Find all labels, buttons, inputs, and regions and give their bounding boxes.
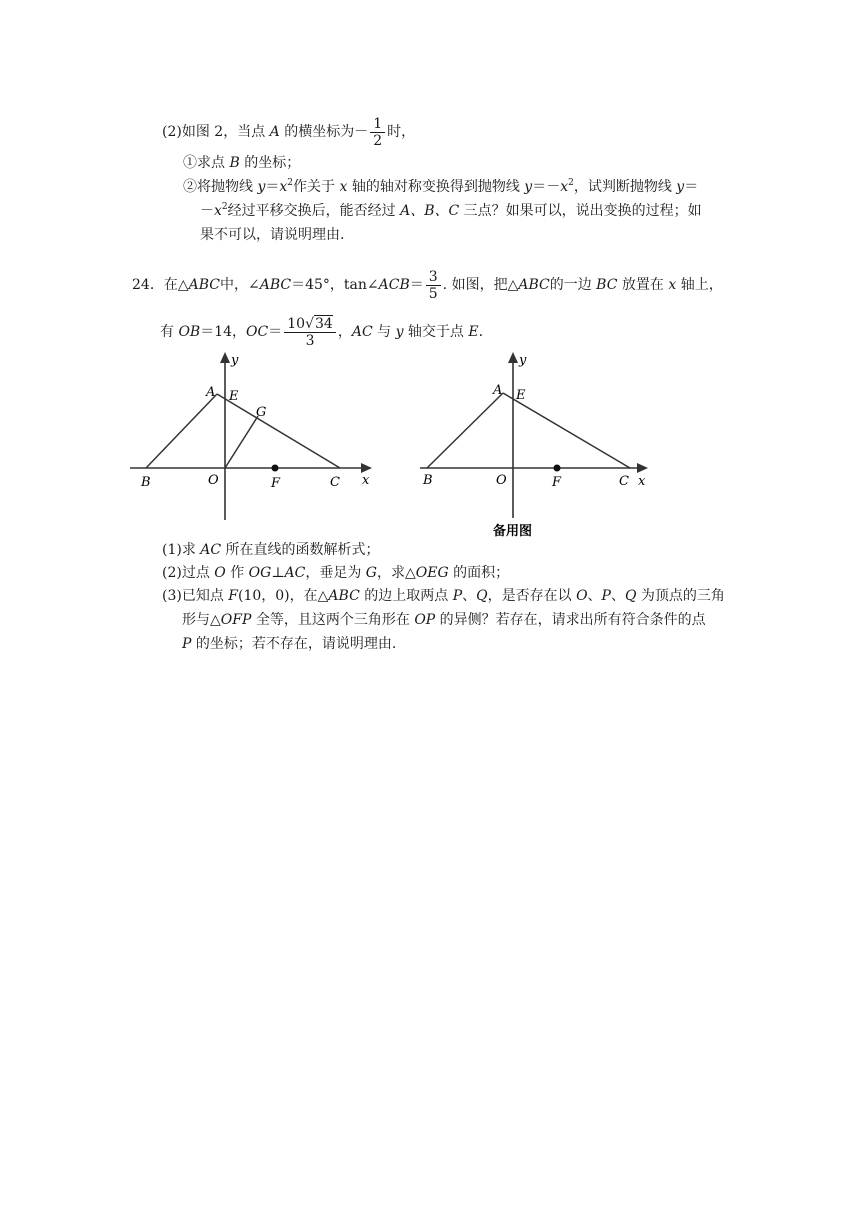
var-E: E: [468, 324, 479, 340]
frac-num: 1: [370, 116, 385, 133]
var-ACB: ACB: [378, 277, 410, 293]
text: 果不可以，请说明理由.: [200, 227, 345, 243]
label-O: O: [208, 473, 219, 488]
text: ，求△: [376, 565, 416, 581]
text: 时，: [387, 124, 416, 140]
var-Q: Q: [624, 588, 637, 604]
var-OP: OP: [414, 612, 436, 628]
var-x: x: [279, 179, 288, 195]
var-OB: OB: [178, 324, 201, 340]
var-G: G: [365, 565, 377, 581]
y-axis-arrow: [508, 352, 518, 363]
text: ⊥: [271, 565, 285, 581]
text: ，试判断抛物线: [573, 179, 677, 195]
text: 24．在△: [132, 277, 189, 293]
label-C: C: [330, 475, 340, 490]
text: (2)如图 2，当点: [162, 124, 270, 140]
point-F: [554, 465, 561, 472]
subq-1: [162, 540, 380, 560]
var-OFP: OFP: [220, 612, 252, 628]
fraction-three-fifths: [426, 269, 441, 302]
text: 的异侧？若存在，请求出所有符合条件的点: [435, 612, 706, 628]
text: (2)过点: [162, 565, 215, 581]
var-B: B: [229, 155, 240, 171]
var-P: P: [601, 588, 611, 604]
var-P: P: [452, 588, 463, 604]
label-B: B: [141, 475, 151, 490]
label-F: F: [552, 475, 562, 490]
frac-den: 5: [428, 285, 438, 302]
text: 作: [225, 565, 249, 581]
text: 的坐标；若不存在，请说明理由.: [191, 636, 397, 652]
text: 的面积；: [448, 565, 510, 581]
segment-OG: [225, 416, 258, 468]
subq-3-line1: [162, 586, 725, 606]
text: . 如图，把△: [442, 277, 519, 293]
text: 的坐标；: [239, 155, 301, 171]
text: ，是否存在以: [487, 588, 577, 604]
var-x: x: [214, 203, 222, 219]
figure-main: [120, 350, 390, 525]
text: 三点？如果可以，说出变换的过程；如: [459, 203, 702, 219]
frac-num: 3: [426, 269, 441, 286]
text: (1)求: [162, 542, 201, 558]
subq-3-line3: [182, 634, 396, 654]
q24-line2: [160, 313, 483, 351]
var-x: x: [668, 277, 677, 293]
var-y: y: [524, 179, 533, 195]
text: 与: [372, 324, 396, 340]
label-A: A: [493, 383, 503, 398]
exponent: 2: [287, 178, 294, 188]
subq-3-line2: [182, 610, 706, 630]
var-OG: OG: [248, 565, 272, 581]
text: 轴交于点: [403, 324, 469, 340]
var-AC: AC: [200, 542, 222, 558]
label-F: F: [271, 476, 281, 491]
label-A: A: [206, 385, 216, 400]
figure-caption: 备用图: [493, 524, 533, 539]
fraction-one-half: [370, 116, 385, 149]
var-y: y: [395, 324, 404, 340]
q24-line1: [132, 266, 723, 304]
part2-q1: [183, 153, 300, 173]
text: 经过平移交换后，能否经过: [227, 203, 401, 219]
text: 、: [587, 588, 602, 604]
label-x: x: [362, 473, 370, 488]
frac-num: 10√34: [284, 316, 336, 333]
var-y: y: [257, 179, 266, 195]
label-E: E: [516, 388, 526, 403]
text: (3)已知点: [162, 588, 229, 604]
text: ＝: [265, 179, 280, 195]
point-F: [272, 465, 279, 472]
text: 所在直线的函数解析式；: [221, 542, 380, 558]
label-B: B: [423, 473, 433, 488]
text: 有: [160, 324, 179, 340]
frac-den: 3: [305, 332, 315, 349]
var-ABC: ABC: [259, 277, 292, 293]
var-P: P: [182, 636, 192, 652]
subq-2: [162, 563, 509, 583]
text: 作关于: [293, 179, 340, 195]
var-O: O: [576, 588, 588, 604]
label-y: y: [231, 353, 239, 368]
part2-q2-line3: [200, 225, 344, 245]
var-AC: AC: [351, 324, 373, 340]
var-BC: BC: [596, 277, 618, 293]
text: 放置在: [617, 277, 669, 293]
text: 、: [610, 588, 625, 604]
part2-intro: [162, 114, 415, 150]
exponent: 2: [568, 178, 574, 188]
segment-AC: [503, 393, 630, 468]
frac-den: 2: [373, 132, 383, 149]
text: 、: [462, 588, 477, 604]
text: ，垂足为: [305, 565, 366, 581]
var-A: A: [269, 124, 280, 140]
text: ＝: [684, 179, 699, 195]
sqrt-radicand: 34: [315, 315, 333, 332]
text: 轴的轴对称变换得到抛物线: [347, 179, 525, 195]
x-axis-arrow: [361, 463, 372, 473]
exponent: 2: [221, 202, 228, 212]
part2-q2-line1: [183, 177, 698, 197]
var-Q: Q: [476, 588, 488, 604]
text: ＝14，: [200, 324, 247, 340]
text: 轴上，: [676, 277, 723, 293]
var-AC: AC: [284, 565, 306, 581]
text: ＝45°，tan∠: [291, 277, 379, 293]
label-x: x: [638, 474, 646, 489]
text: ②将抛物线: [183, 179, 258, 195]
label-C: C: [619, 474, 629, 489]
var-y: y: [676, 179, 685, 195]
label-O: O: [496, 473, 507, 488]
var-ABC: ABC: [518, 277, 550, 293]
text: ＝: [409, 277, 424, 293]
text: 中，∠: [219, 277, 260, 293]
text: －: [200, 203, 214, 219]
segment-BA: [427, 393, 503, 468]
var-x: x: [560, 179, 569, 195]
figure-spare: [410, 350, 660, 545]
fraction-oc: [284, 316, 336, 349]
x-axis-arrow: [637, 463, 648, 473]
text: .: [478, 324, 484, 340]
text: 的横坐标为－: [279, 124, 369, 140]
var-O: O: [214, 565, 226, 581]
var-OC: OC: [246, 324, 269, 340]
text: ＝: [268, 324, 283, 340]
label-y: y: [519, 353, 527, 368]
coef: 10: [287, 315, 306, 332]
label-E: E: [229, 389, 239, 404]
text: ，: [337, 324, 352, 340]
text: 形与△: [182, 612, 221, 628]
text: ①求点: [183, 155, 230, 171]
var-ABC: ABC: [188, 277, 220, 293]
label-G: G: [256, 405, 267, 420]
text: ＝－: [532, 179, 561, 195]
text: 的边上取两点: [359, 588, 453, 604]
y-axis-arrow: [220, 352, 230, 363]
text: 的一边: [549, 277, 597, 293]
text: 全等，且这两个三角形在: [251, 612, 415, 628]
points-ABC: A、B、C: [400, 203, 460, 219]
var-x: x: [339, 179, 348, 195]
segment-BA: [146, 394, 217, 468]
text: 为顶点的三角: [636, 588, 725, 604]
text: (10，0)，在△: [238, 588, 329, 604]
segment-AC: [217, 394, 340, 468]
var-ABC: ABC: [328, 588, 360, 604]
var-OEG: OEG: [415, 565, 449, 581]
var-F: F: [228, 588, 238, 604]
part2-q2-line2: [200, 201, 702, 221]
